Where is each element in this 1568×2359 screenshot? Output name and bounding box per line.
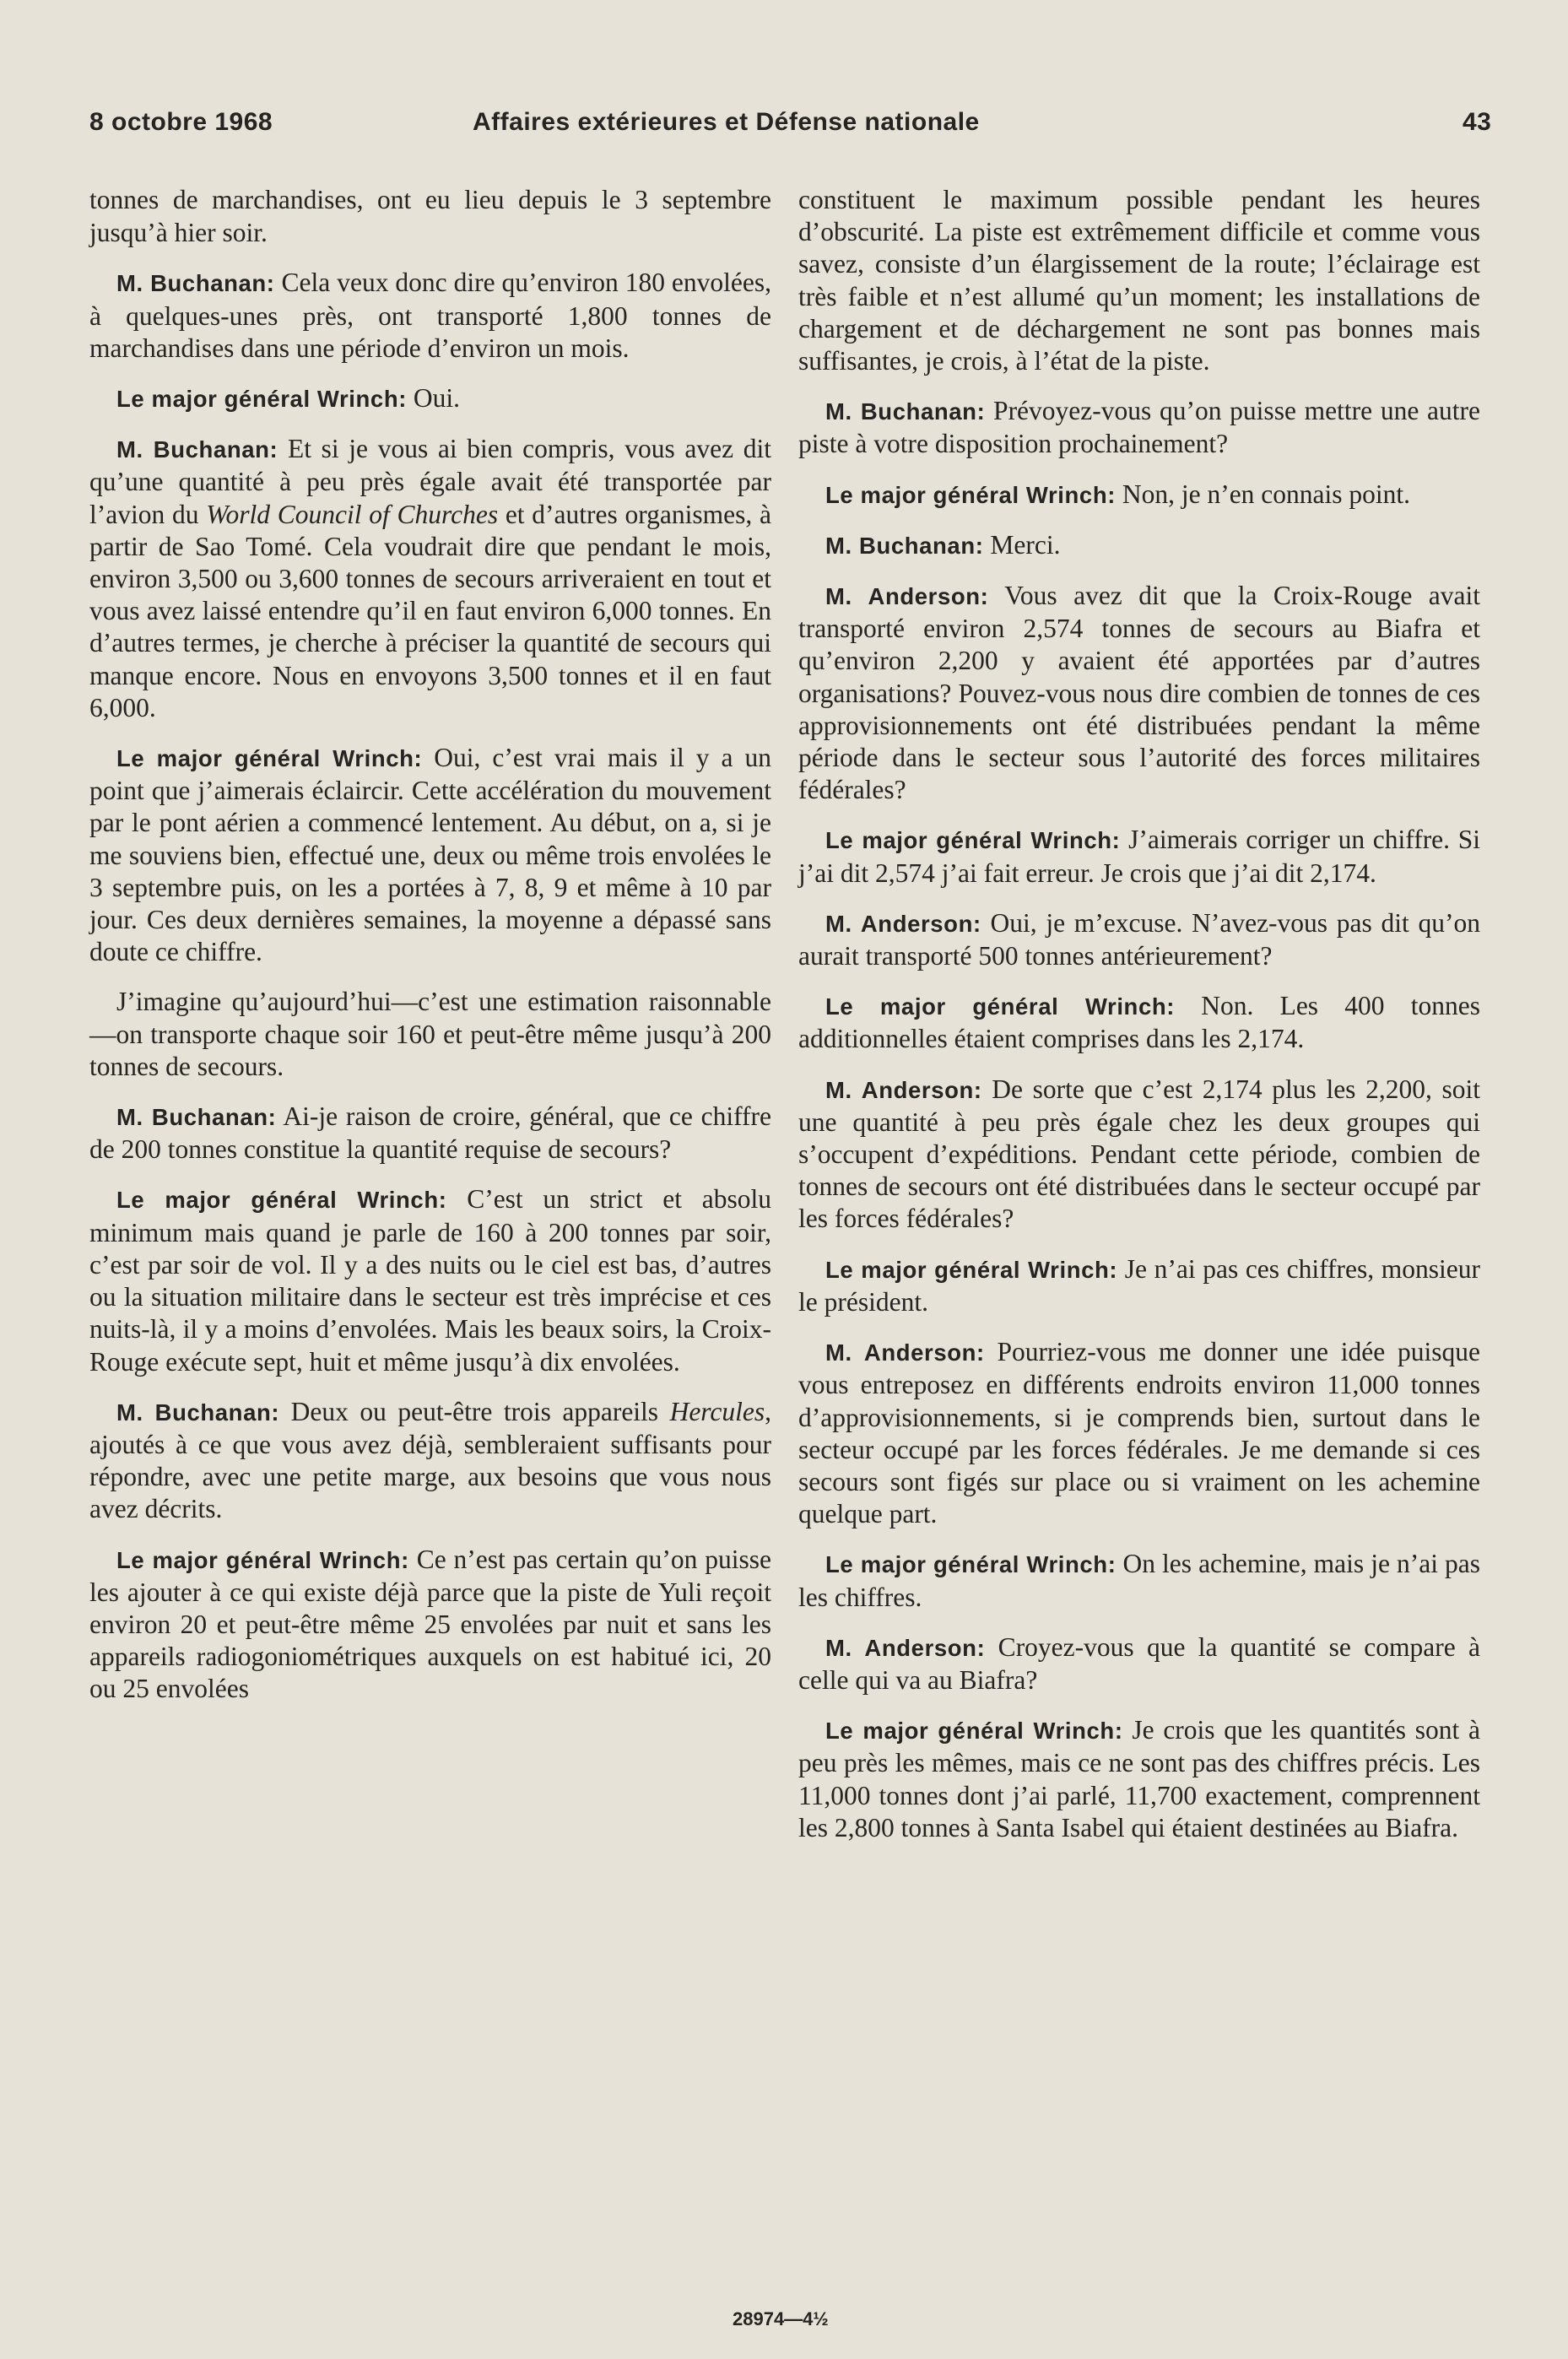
paragraph-text: J’aimerais corriger un chiffre. Si j’ai dit 2,574 j’ai fait erreur. Je crois que j’ai dit 2,174. (798, 825, 1480, 888)
paragraph-text: constituent le maximum possible pendant les heures d’obscurité. La piste est extrêmement difficile et comme vous savez, consiste d’un élargissement de la route; l’éclairage est très faible et n’est allumé qu’un moment; les installations de chargement et de déchargement ne sont pas bonnes mais suffisantes, je crois, à l’état de la piste. (798, 185, 1480, 376)
paragraph-italic-text: Hercules (669, 1396, 765, 1426)
paragraph (798, 824, 1480, 889)
speaker-name: M. Buchanan: (116, 1104, 277, 1131)
speaker-name: Le major général Wrinch: (825, 993, 1176, 1020)
paragraph-text: Deux ou peut-être trois appareils (279, 1396, 670, 1426)
paragraph-text: Prévoyez-vous qu’on puisse mettre une autre piste à votre disposition prochainement? (798, 396, 1480, 459)
paragraph-text: Non. Les 400 tonnes additionnelles étaient comprises dans les 2,174. (798, 991, 1480, 1054)
paragraph (798, 395, 1480, 460)
speaker-name: Le major général Wrinch: (825, 827, 1121, 854)
paragraph (798, 1253, 1480, 1318)
speaker-name: M. Buchanan: (116, 1399, 280, 1426)
paragraph (89, 1101, 771, 1166)
speaker-name: Le major général Wrinch: (116, 386, 407, 413)
speaker-name: Le major général Wrinch: (116, 1187, 447, 1214)
paragraph-text: Et si je vous ai bien compris, vous avez dit qu’une quantité à peu près égale avait été transportée par l’avion du (89, 434, 771, 529)
speaker-name: M. Anderson: (825, 1076, 982, 1103)
paragraph (89, 1183, 771, 1377)
paragraph-text: tonnes de marchandises, ont eu lieu depuis le 3 septembre jusqu’à hier soir. (89, 185, 771, 248)
paragraph-text: Je crois que les quantités sont à peu près les mêmes, mais ce ne sont pas des chiffres précis. Les 11,000 tonnes dont j’ai parlé, 11,700 exactement, comprennent les 2,800 tonnes à Santa Isabel qui étaient destinées au Biafra. (798, 1715, 1480, 1842)
paragraph (798, 1336, 1480, 1530)
paragraph-text: C’est un strict et absolu minimum mais quand je parle de 160 à 200 tonnes par soir, c’est par soir de vol. Il y a des nuits ou le ciel est bas, d’autres ou la situation militaire dans le secteur est très imprécise et ces nuits-là, il y a moins d’envolées. Mais les beaux soirs, la Croix-Rouge exécute sept, huit et même jusqu’à dix envolées. (89, 1184, 771, 1377)
paragraph (89, 1396, 771, 1526)
paragraph-text: De sorte que c’est 2,174 plus les 2,200, soit une quantité à peu près égale chez les deux groupes qui s’occupent d’expéditions. Pendant cette période, combien de tonnes de secours ont été distribuées dans le secteur occupé par les forces fédérales? (798, 1074, 1480, 1234)
paragraph (798, 479, 1480, 511)
speaker-name: M. Buchanan: (825, 532, 984, 559)
paragraph (798, 580, 1480, 806)
paragraph-text: Ce n’est pas certain qu’on puisse les ajouter à ce qui existe déjà parce que la piste de Yuli reçoit environ 20 et peut-être même 25 envolées par nuit et sans les appareils radiogoniométriques auxquels on est habitué ici, 20 ou 25 envolées (89, 1544, 771, 1704)
speaker-name: Le major général Wrinch: (825, 1551, 1117, 1578)
paragraph-text: Merci. (983, 529, 1061, 560)
speaker-name: M. Anderson: (825, 910, 981, 937)
paragraph (798, 184, 1480, 377)
paragraph-text: Oui. (406, 383, 460, 414)
left-column (89, 184, 771, 1723)
header-title: Affaires extérieures et Défense nationale (473, 108, 980, 136)
speaker-name: M. Anderson: (825, 1634, 986, 1661)
paragraph-text: Cela veux donc dire qu’environ 180 envolées, à quelques-unes près, ont transporté 1,800 tonnes de marchandises dans une période d’environ un mois. (89, 268, 772, 363)
paragraph (798, 907, 1480, 972)
paragraph (89, 433, 771, 724)
paragraph-text: Ai-je raison de croire, général, que ce chiffre de 200 tonnes constitue la quantité requise de secours? (89, 1101, 771, 1165)
paragraph (89, 382, 771, 415)
speaker-name: Le major général Wrinch: (116, 1546, 409, 1573)
paragraph-text: et d’autres organismes, à partir de Sao Tomé. Cela voudrait dire que pendant le mois, environ 3,500 ou 3,600 tonnes de secours arriveraient en tout et vous avez laissé entendre qu’il en faut environ 6,000 tonnes. En d’autres termes, je cherche à préciser la quantité de secours qui manque encore. Nous en envoyons 3,500 tonnes et il en faut 6,000. (89, 499, 771, 722)
page-number: 43 (1463, 108, 1492, 136)
speaker-name: Le major général Wrinch: (116, 745, 423, 772)
header-date: 8 octobre 1968 (89, 108, 273, 136)
paragraph-text: Vous avez dit que la Croix-Rouge avait transporté environ 2,574 tonnes de secours au Biafra et qu’environ 2,200 y avaient été apportées par d’autres organisations? Pouvez-vous nous dire combien de tonnes de ces approvisionnements ont été distribuées pendant la même période dans le secteur sous l’autorité des forces militaires fédérales? (798, 581, 1480, 805)
paragraph-text: Pourriez-vous me donner une idée puisque vous entreposez en différents endroits environ 11,000 tonnes d’approvisionnements, si je comprends bien, surtout dans le secteur occupé par les forces fédérales. Je me demande si ces secours sont figés sur place ou si vraiment on les achemine quelque part. (798, 1337, 1480, 1529)
paragraph (798, 1074, 1480, 1236)
print-signature: 28974—4½ (733, 2308, 829, 2329)
paragraph (798, 990, 1480, 1055)
speaker-name: M. Buchanan: (825, 398, 986, 425)
paragraph (798, 529, 1480, 562)
paragraph (798, 1714, 1480, 1844)
speaker-name: M. Buchanan: (116, 270, 275, 297)
paragraph-text: Non, je n’en connais point. (1115, 479, 1411, 509)
speaker-name: M. Anderson: (825, 1339, 985, 1366)
paragraph (89, 742, 771, 968)
speaker-name: M. Anderson: (825, 583, 989, 610)
right-column (798, 184, 1480, 1862)
speaker-name: Le major général Wrinch: (825, 1718, 1123, 1745)
speaker-name: M. Buchanan: (116, 436, 278, 463)
paragraph-text: J’imagine qu’aujourd’hui—c’est une estimation raisonnable—on transporte chaque soir 160 et peut-être même jusqu’à 200 tonnes de secours. (89, 987, 771, 1081)
paragraph-text: Oui, je m’excuse. N’avez-vous pas dit qu’on aurait transporté 500 tonnes antérieurement? (798, 907, 1480, 971)
paragraph-text: , ajoutés à ce que vous avez déjà, sembleraient suffisants pour répondre, avec une petite marge, aux besoins que vous nous avez décrits. (89, 1396, 771, 1524)
paragraph (89, 184, 771, 249)
paragraph-italic-text: World Council of Churches (206, 499, 499, 529)
paragraph (89, 986, 771, 1083)
paragraph (89, 1544, 771, 1706)
paragraph (89, 267, 771, 365)
paragraph-text: Oui, c’est vrai mais il y a un point que j’aimerais éclaircir. Cette accélération du mouvement par le pont aérien a commencé lentement. Au début, on a, si je me souviens bien, effectué une, deux ou même trois envolées le 3 septembre puis, on les a portées à 7, 8, 9 et même à 10 par jour. Ces deux dernières semaines, la moyenne a dépassé sans doute ce chiffre. (89, 743, 771, 967)
speaker-name: Le major général Wrinch: (825, 1256, 1118, 1283)
paragraph-text: Je n’ai pas ces chiffres, monsieur le président. (798, 1253, 1480, 1317)
paragraph-text: On les achemine, mais je n’ai pas les chiffres. (798, 1549, 1480, 1612)
paragraph (798, 1631, 1480, 1696)
paragraph-text: Croyez-vous que la quantité se compare à celle qui va au Biafra? (798, 1631, 1480, 1695)
speaker-name: Le major général Wrinch: (825, 481, 1116, 508)
paragraph (798, 1548, 1480, 1613)
